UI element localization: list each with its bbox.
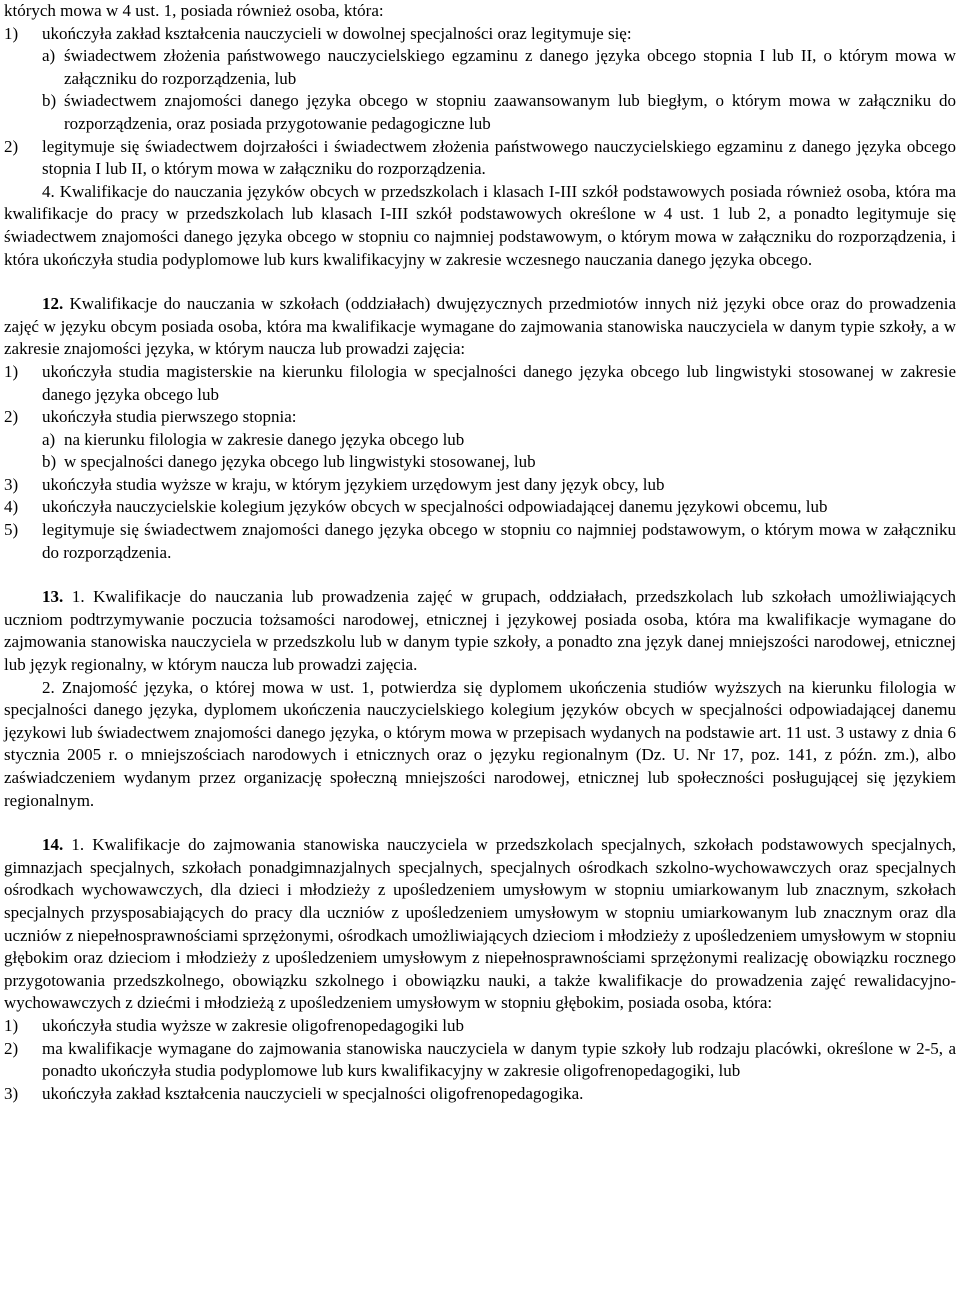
sub-list-item (4, 90, 956, 135)
sub-item-letter: b) (42, 452, 57, 472)
ust-text: Kwalifikacje do nauczania języków obcych w przedszkolach i klasach I-III szkół podstawowych posiada również osoba, która ma kwalifikacje do pracy w przedszkolach lub klasach I-III szkół podstawowych określone w 4 ust. 1 lub 2, a ponadto legitymuje się świadectwem znajomości danego języka obcego w stopniu co najmniej podstawowym, o którym mowa w załączniku do rozporządzenia, i która ukończyła studia podyplomowe lub kurs kwalifikacyjny w zakresie wczesnego nauczania danego języka obcego. (4, 181, 956, 269)
item-number: 3) (4, 1083, 19, 1103)
ust-number: 4. (42, 181, 55, 201)
section-13-ust-1 (4, 586, 956, 676)
ust-text: Znajomość języka, o której mowa w ust. 1, potwierdza się dyplomem ukończenia studiów wyższych na kierunku filologia w specjalności danego języka, dyplomem ukończenia nauczycielskiego kolegium języków obcych w specjalności odpowiadającej danemu językowi lub świadectwem znajomości danego języka, o którym mowa w przepisach wydanych na podstawie art. 11 ust. 3 ustawy z dnia 6 stycznia 2005 r. o mniejszościach narodowych i etnicznych oraz o języku regionalnym (Dz. U. Nr 17, poz. 141, z późn. zm.), albo zaświadczeniem wydanym przez organizację społeczną mniejszości narodowej, etnicznej lub społeczności posługującej się językiem regionalnym. (4, 677, 956, 810)
sub-item-letter: a) (42, 46, 56, 66)
item-text: ukończyła nauczycielskie kolegium języków obcych w specjalności odpowiadającej danemu językowi obcemu, lub (42, 497, 828, 517)
sub-list-item (4, 45, 956, 90)
sub-item-letter: a) (42, 429, 56, 449)
list-item (4, 1083, 956, 1106)
list-item (4, 406, 956, 429)
sub-item-letter: b) (42, 91, 57, 111)
item-text: legitymuje się świadectwem znajomości danego języka obcego w stopniu co najmniej podstawowym, o którym mowa w załączniku do rozporządzenia. (42, 520, 956, 562)
item-number: 3) (4, 474, 19, 494)
section-number: 13. (42, 587, 64, 607)
sub-item-text: świadectwem złożenia państwowego nauczycielskiego egzaminu z danego języka obcego stopnia I lub II, o którym mowa w załączniku do rozporządzenia, lub (64, 46, 956, 88)
sub-item-text: w specjalności danego języka obcego lub lingwistyki stosowanej, lub (64, 452, 536, 472)
item-number: 1) (4, 1015, 19, 1035)
sub-item-text: na kierunku filologia w zakresie danego języka obcego lub (64, 429, 465, 449)
ust-number: 2. (42, 677, 55, 697)
item-number: 2) (4, 407, 19, 427)
section-text: Kwalifikacje do nauczania w szkołach (oddziałach) dwujęzycznych przedmiotów innych niż języki obce oraz do prowadzenia zajęć w języku obcym posiada osoba, która ma kwalifikacje wymagane do zajmowania stanowiska nauczyciela w danym typie szkoły, a w zakresie znajomości języka, w którym naucza lub prowadzi zajęcia: (4, 294, 956, 359)
list-item (4, 136, 956, 181)
sub-list-item (4, 429, 956, 452)
section-number: 14. (42, 835, 64, 855)
item-text: ma kwalifikacje wymagane do zajmowania stanowiska nauczyciela w danym typie szkoły lub rodzaju placówki, określone w 2-5, a ponadto ukończyła studia podyplomowe lub kurs kwalifikacyjny w zakresie oligofrenopedagogiki, lub (42, 1038, 956, 1081)
item-text: ukończyła studia pierwszego stopnia: (42, 407, 297, 427)
item-number: 1) (4, 23, 19, 43)
sub-item-text: świadectwem znajomości danego języka obcego w stopniu zaawansowanym lub biegłym, o którym mowa w załączniku do rozporządzenia, oraz posiada przygotowanie pedagogiczne lub (64, 91, 956, 133)
list-item (4, 519, 956, 564)
item-number: 2) (4, 1038, 19, 1058)
item-text: legitymuje się świadectwem dojrzałości i świadectwem złożenia państwowego nauczycielskiego egzaminu z danego języka obcego stopnia I lub II, o którym mowa w załączniku do rozporządzenia. (42, 136, 956, 179)
item-text: ukończyła zakład kształcenia nauczycieli w dowolnej specjalności oraz legitymuje się: (42, 23, 632, 43)
section-14-ust-1 (4, 834, 956, 1015)
section-11-intro: których mowa w 4 ust. 1, posiada również osoba, która: (4, 1, 384, 20)
list-item (4, 496, 956, 519)
section-12-intro (4, 293, 956, 361)
ust-text: Kwalifikacje do nauczania lub prowadzenia zajęć w grupach, oddziałach, przedszkolach lub szkołach umożliwiających uczniom podtrzymywanie poczucia tożsamości narodowej, etnicznej i językowej posiada osoba, która ma kwalifikacje wymagane do zajmowania stanowiska nauczyciela w przedszkolu lub w danym typie szkoły, a ponadto zna język danej mniejszości narodowej, etnicznej lub język regionalny, w którym naucza lub prowadzi zajęcia. (4, 587, 956, 675)
item-text: ukończyła zakład kształcenia nauczycieli w specjalności oligofrenopedagogika. (42, 1083, 584, 1103)
item-number: 5) (4, 520, 19, 540)
list-item (4, 361, 956, 406)
list-item (4, 1038, 956, 1083)
item-text: ukończyła studia magisterskie na kierunku filologia w specjalności danego języka obcego lub lingwistyki stosowanej w zakresie danego języka obcego lub (42, 361, 956, 404)
section-11-ust-4 (4, 181, 956, 271)
ust-number: 1. (71, 835, 85, 855)
item-text: ukończyła studia wyższe w zakresie oligofrenopedagogiki lub (42, 1015, 465, 1035)
item-number: 1) (4, 361, 19, 381)
item-text: ukończyła studia wyższe w kraju, w którym językiem urzędowym jest dany język obcy, lub (42, 474, 665, 494)
list-item (4, 23, 956, 46)
item-number: 2) (4, 136, 19, 156)
section-13-ust-2 (4, 677, 956, 813)
list-item (4, 1015, 956, 1038)
section-number: 12. (42, 294, 64, 314)
ust-number: 1. (71, 587, 85, 607)
ust-text: Kwalifikacje do zajmowania stanowiska nauczyciela w przedszkolach specjalnych, szkołach podstawowych specjalnych, gimnazjach specjalnych, szkołach ponadgimnazjalnych specjalnych, specjalnych ośrodkach szkolno-wychowawczych oraz specjalnych ośrodkach wychowawczych, dla dzieci i młodzieży z upośledzeniem umysłowym w stopniu umiarkowanym lub znacznym, szkołach specjalnych przysposabiających do pracy dla uczniów z upośledzeniem umysłowym w stopniu umiarkowanym lub znacznym oraz dla uczniów z niepełnosprawnościami sprzężonymi, ośrodkach umożliwiających dzieciom i młodzieży z upośledzeniem umysłowym w stopniu głębokim oraz dzieciom i młodzieży z upośledzeniem umysłowym z niepełnosprawnościami sprzężonymi realizację obowiązku rocznego przygotowania przedszkolnego, obowiązku szkolnego i obowiązku nauki, a także kwalifikacje do prowadzenia zajęć rewalidacyjno-wychowawczych z dziećmi i młodzieżą z upośledzeniem umysłowym w stopniu głębokim, posiada osoba, która: (4, 835, 957, 1013)
item-number: 4) (4, 497, 19, 517)
list-item (4, 474, 956, 497)
spacer (4, 564, 956, 586)
sub-list-item (4, 451, 956, 474)
spacer (4, 271, 956, 293)
spacer (4, 812, 956, 834)
